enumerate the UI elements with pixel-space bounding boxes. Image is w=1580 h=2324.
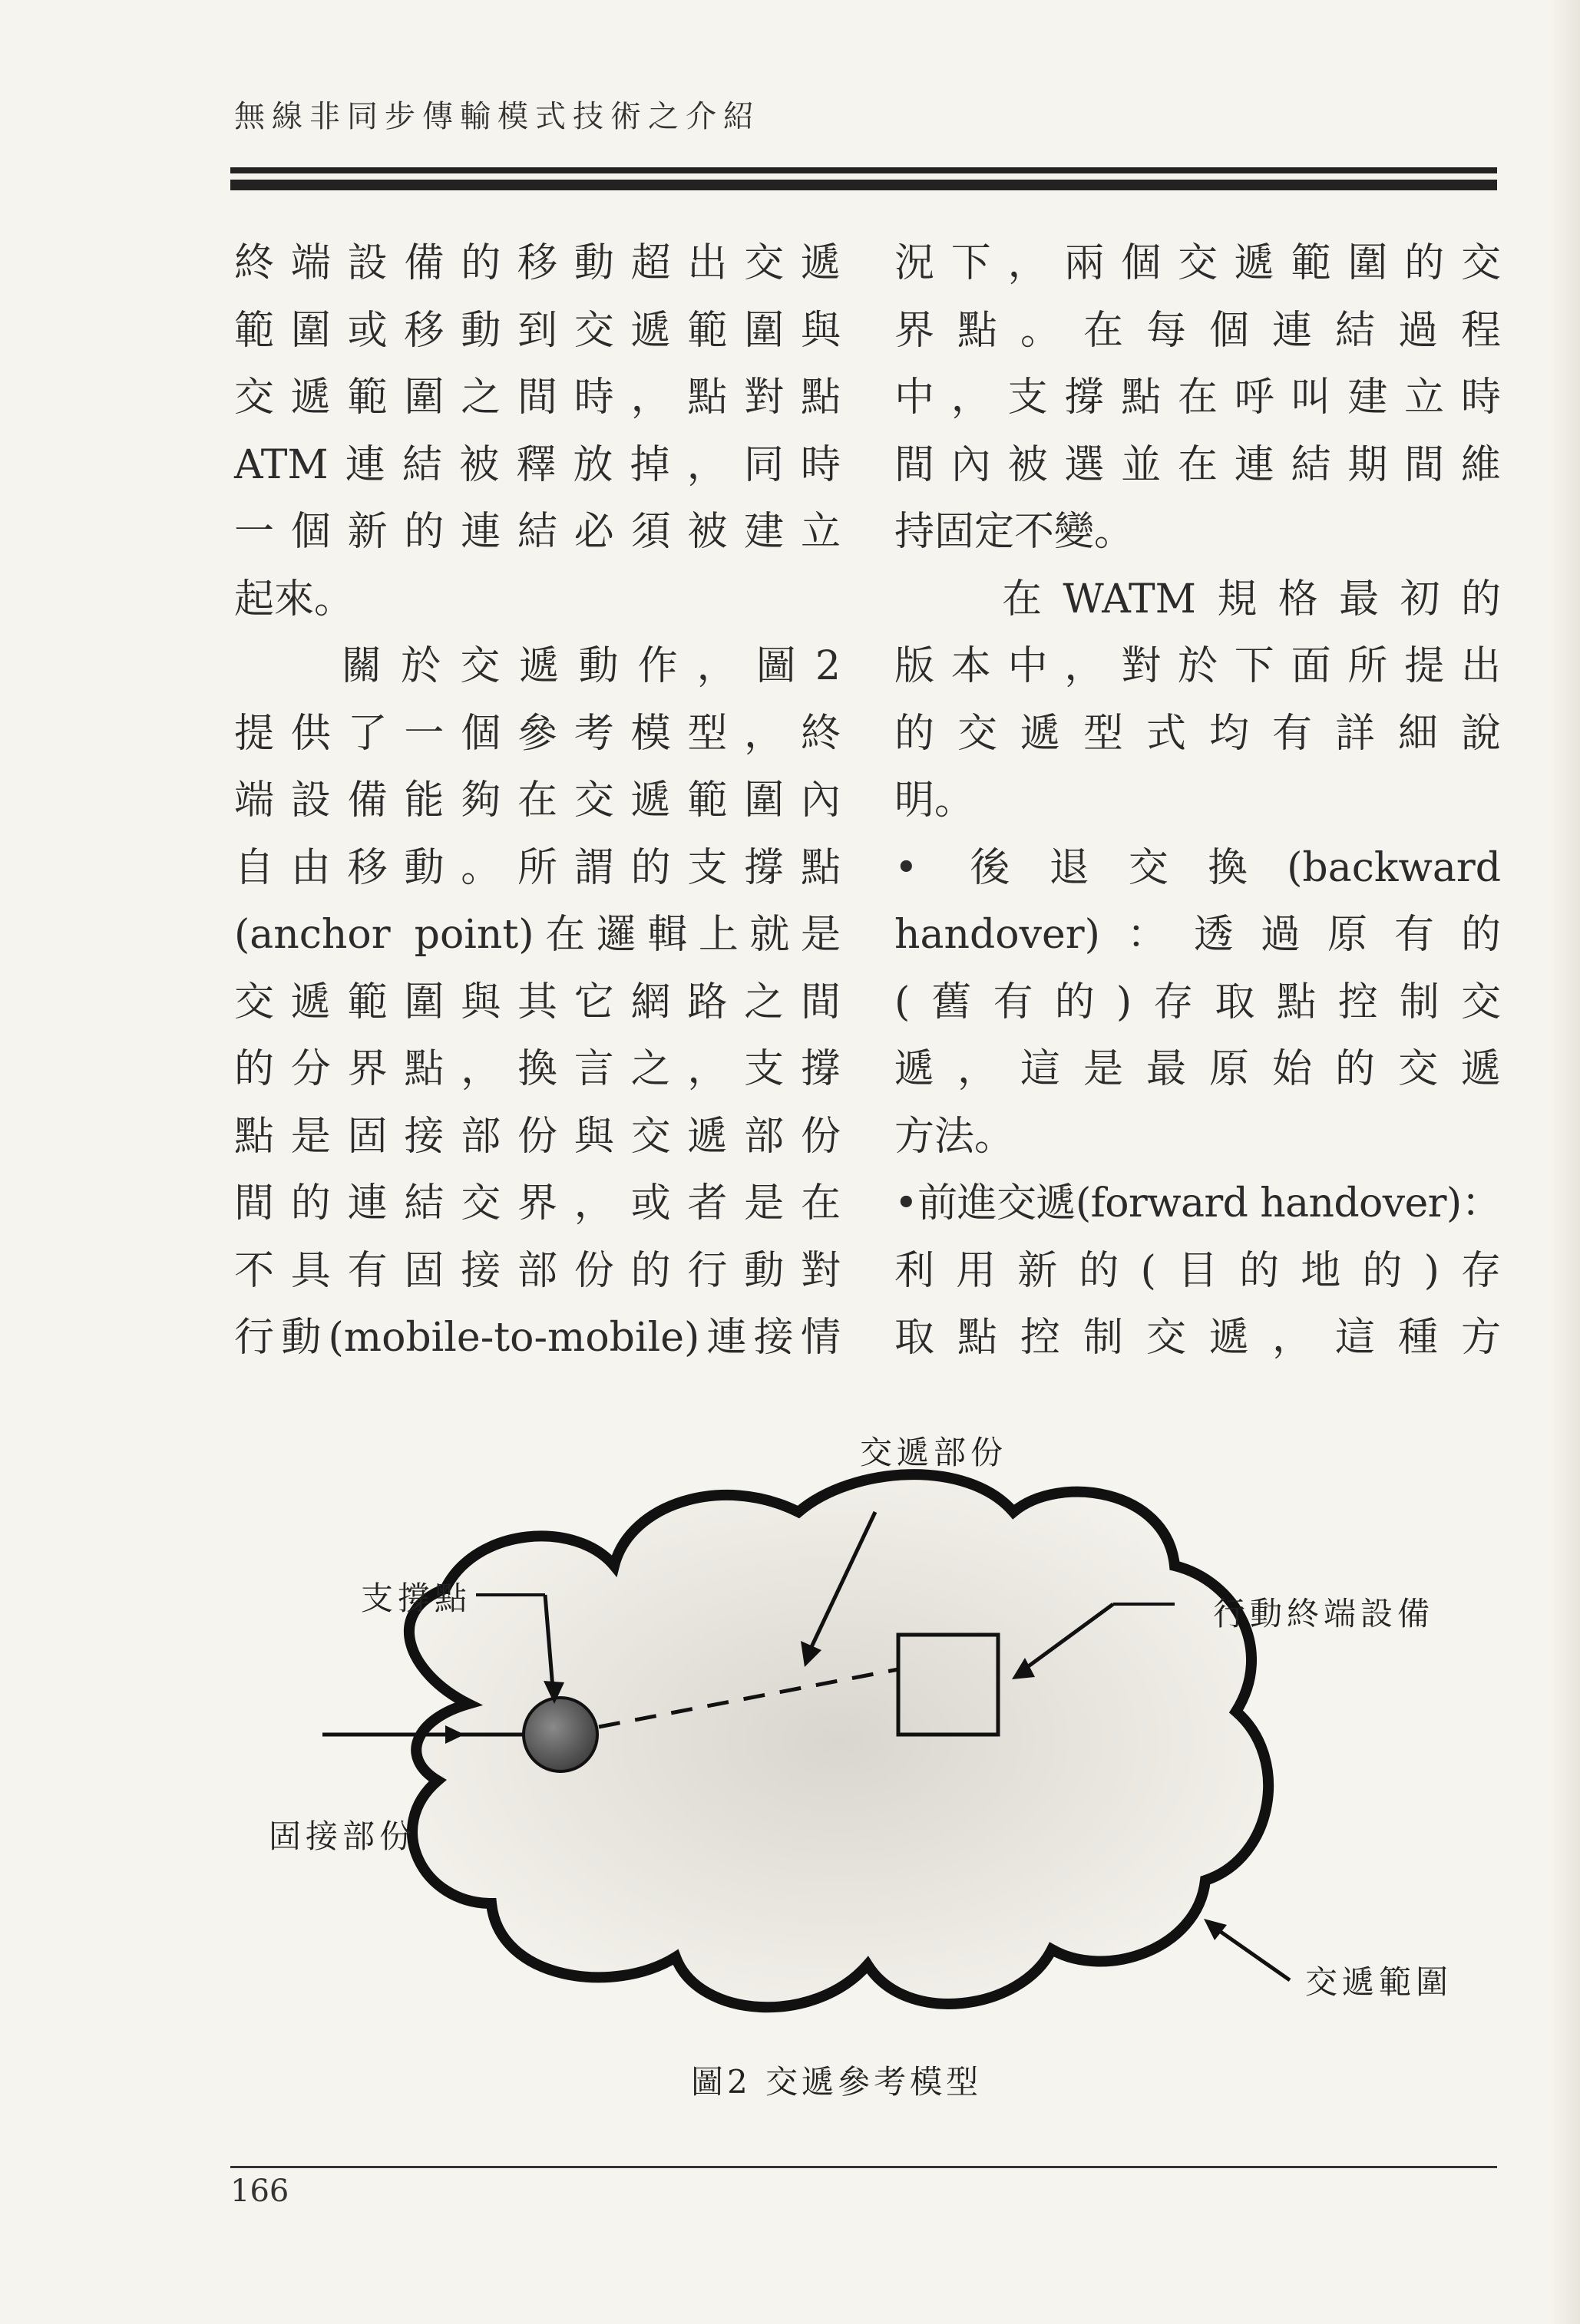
range-arrow [1213, 1926, 1290, 1980]
text-line: 遞，這是最原始的交遞 [894, 1046, 1501, 1092]
footer-rule [230, 2166, 1497, 2168]
label-handover-range: 交遞範圍 [1305, 1963, 1453, 2001]
anchor-point-ball [524, 1698, 597, 1771]
text-line: 點是固接部份與交遞部份 [234, 1113, 841, 1160]
text-line: 的交遞型式均有詳細說 [894, 710, 1501, 757]
label-handover-part: 交遞部份 [860, 1434, 1008, 1471]
text-line: 在WATM規格最初的 [1002, 576, 1501, 622]
text-line: 終端設備的移動超出交遞 [234, 240, 841, 286]
text-line: 間的連結交界，或者是在 [234, 1180, 841, 1226]
text-line: 明。 [894, 777, 975, 824]
text-line: 一個新的連結必須被建立 [234, 509, 841, 555]
figure-caption: 圖2 交遞參考模型 [691, 2063, 983, 2101]
text-line: 關於交遞動作，圖2 [342, 643, 841, 689]
right-text-column [894, 230, 1501, 1372]
text-line: (anchor point)在邏輯上就是 [234, 912, 841, 958]
text-line: 取點控制交遞，這種方 [894, 1315, 1501, 1361]
text-line: (舊有的)存取點控制交 [894, 979, 1501, 1025]
text-line: 持固定不變。 [894, 509, 1135, 555]
text-line: 利用新的(目的地的)存 [894, 1247, 1501, 1294]
text-line: 範圍或移動到交遞範圍與 [234, 307, 841, 354]
bullet-line: •前進交遞(forward handover)： [894, 1180, 1501, 1226]
header-rule-thin [230, 167, 1497, 173]
text-line: 方法。 [894, 1113, 1015, 1160]
bullet-line: • 後退交換(backward [894, 844, 1501, 891]
page-number: 166 [230, 2174, 289, 2209]
text-line: 行動(mobile-to-mobile)連接情 [234, 1315, 841, 1361]
text-line: 界點。在每個連結過程 [894, 307, 1501, 354]
text-line: 況下，兩個交遞範圍的交 [894, 240, 1501, 286]
text-line: handover)：透過原有的 [894, 912, 1501, 958]
left-text-column [234, 230, 841, 1372]
label-fixed-part: 固接部份 [269, 1817, 417, 1855]
handover-reference-figure [215, 1428, 1520, 2118]
page-edge-shadow [1549, 0, 1580, 2324]
text-line: ATM連結被釋放掉，同時 [234, 441, 841, 488]
cloud-diagram [215, 1428, 1520, 2118]
running-title: 無線非同步傳輸模式技術之介紹 [234, 99, 761, 134]
label-mobile-terminal: 行動終端設備 [1213, 1595, 1435, 1632]
text-line: 交遞範圍與其它網路之間 [234, 979, 841, 1025]
text-line: 不具有固接部份的行動對 [234, 1247, 841, 1294]
text-line: 的分界點，換言之，支撐 [234, 1046, 841, 1092]
label-anchor-point: 支撐點 [361, 1580, 472, 1617]
text-line: 交遞範圍之間時，點對點 [234, 375, 841, 421]
text-line: 中，支撐點在呼叫建立時 [894, 375, 1501, 421]
header-rule-thick [230, 180, 1497, 190]
text-line: 間內被選並在連結期間維 [894, 441, 1501, 488]
text-line: 提供了一個參考模型，終 [234, 710, 841, 757]
text-line: 端設備能夠在交遞範圍內 [234, 777, 841, 824]
text-line: 起來。 [234, 576, 355, 622]
range-arrowhead [1204, 1919, 1227, 1940]
text-line: 自由移動。所謂的支撐點 [234, 844, 841, 891]
text-line: 版本中，對於下面所提出 [894, 643, 1501, 689]
